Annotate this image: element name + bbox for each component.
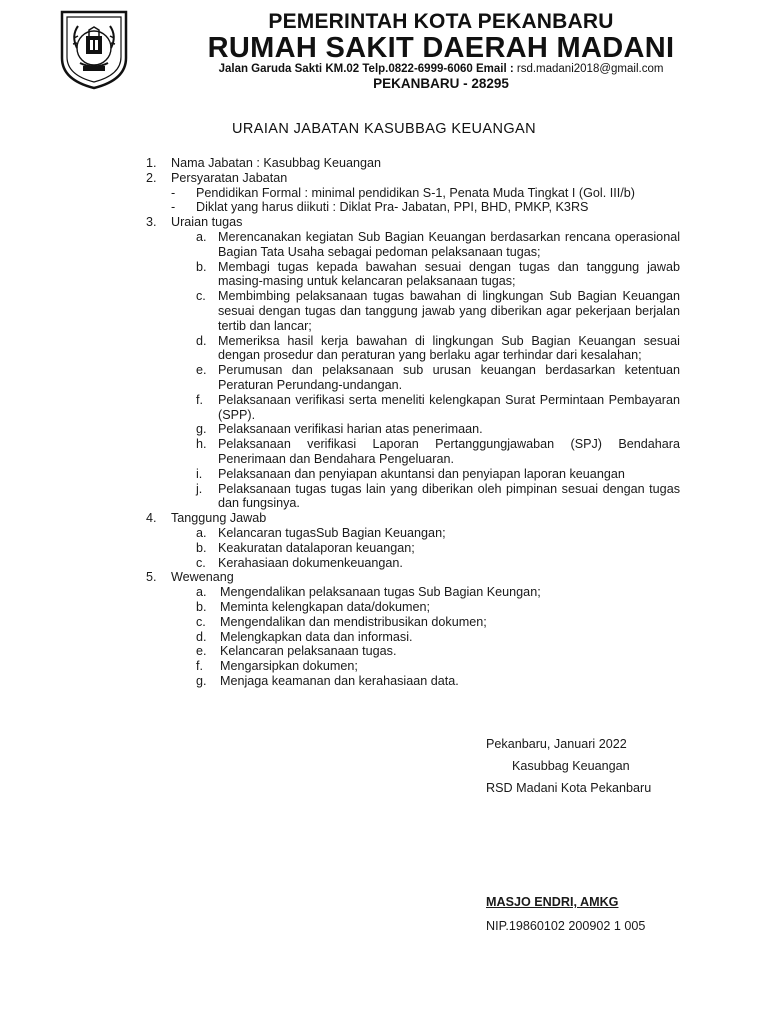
list-marker: g. <box>196 422 207 437</box>
list-item <box>146 556 680 571</box>
list-marker: f. <box>196 659 203 674</box>
list-item-text: Mengendalikan pelaksanaan tugas Sub Bagian Keungan; <box>220 585 541 600</box>
list-item-text: Pelaksanaan verifikasi Laporan Pertanggungjawaban (SPJ) Bendahara Penerimaan dan Bendahara Pengeluaran. <box>218 437 680 466</box>
list-item-text: Kelancaran tugasSub Bagian Keuangan; <box>218 525 446 540</box>
section-1 <box>146 156 680 171</box>
list-marker: i. <box>196 466 203 481</box>
list-item-text: Kelancaran pelaksanaan tugas. <box>220 644 397 659</box>
list-marker: e. <box>196 644 207 659</box>
list-marker: c. <box>196 555 206 570</box>
section-4 <box>146 511 680 526</box>
list-item <box>146 422 680 437</box>
list-marker: a. <box>196 229 207 244</box>
list-item <box>146 526 680 541</box>
list-item <box>146 482 680 512</box>
list-item-text: Melengkapkan data dan informasi. <box>220 629 413 644</box>
list-marker: - <box>171 200 176 215</box>
list-item <box>146 644 680 659</box>
signature-position: Kasubbag Keuangan <box>512 759 630 773</box>
list-item-text: Mengarsipkan dokumen; <box>220 659 358 674</box>
list-item-text: Menjaga keamanan dan kerahasiaan data. <box>220 673 459 688</box>
list-item-text: Merencanakan kegiatan Sub Bagian Keuangan berdasarkan rencana operasional Bagian Tata Usaha sebagai pedoman pelaksanaan tugas; <box>218 229 680 259</box>
list-item-text: Pendidikan Formal : minimal pendidikan S-1, Penata Muda Tingkat I (Gol. III/b) <box>196 185 635 200</box>
list-marker: f. <box>196 392 203 407</box>
list-item <box>146 467 680 482</box>
list-marker: d. <box>196 629 207 644</box>
list-item <box>146 334 680 364</box>
list-item-text: Pelaksanaan verifikasi serta meneliti kelengkapan Surat Permintaan Pembayaran (SPP). <box>218 392 680 422</box>
signature-place-date: Pekanbaru, Januari 2022 <box>486 737 627 751</box>
list-marker: b. <box>196 599 207 614</box>
list-marker: a. <box>196 525 207 540</box>
list-item-text: Kerahasiaan dokumenkeuangan. <box>218 555 403 570</box>
section-text: Persyaratan Jabatan <box>171 170 288 185</box>
address-text: Jalan Garuda Sakti KM.02 Telp.0822-6999-6060 Email : <box>218 63 517 75</box>
list-item <box>146 230 680 260</box>
section-5 <box>146 570 680 585</box>
list-item <box>146 437 680 467</box>
list-item <box>146 541 680 556</box>
list-item-text: Membagi tugas kepada bawahan sesuai dengan tugas dan tanggung jawab masing-masing untuk kelancaran pelaksanaan tugas; <box>218 259 680 289</box>
list-item-text: Perumusan dan pelaksanaan sub urusan keuangan berdasarkan ketentuan Peraturan Perundang-undangan. <box>218 363 680 392</box>
list-marker: e. <box>196 363 207 378</box>
email-text: rsd.madani2018@gmail.com <box>516 63 664 75</box>
list-item <box>146 585 680 600</box>
list-marker: c. <box>196 614 206 629</box>
letterhead-city: PEKANBARU - 28295 <box>373 76 509 91</box>
list-marker: b. <box>196 259 207 274</box>
list-item <box>146 260 680 290</box>
list-marker: j. <box>196 481 203 496</box>
section-number: 5. <box>146 570 157 585</box>
signature-name: MASJO ENDRI, AMKG <box>486 895 619 909</box>
list-marker: h. <box>196 437 207 452</box>
section-number: 3. <box>146 215 157 230</box>
list-marker: c. <box>196 289 206 304</box>
list-item-text: Diklat yang harus diikuti : Diklat Pra- Jabatan, PPI, BHD, PMKP, K3RS <box>196 200 589 215</box>
list-item <box>146 289 680 333</box>
section-2 <box>146 171 680 186</box>
list-item-text: Keakuratan datalaporan keuangan; <box>218 540 415 555</box>
list-item-text: Pelaksanaan dan penyiapan akuntansi dan penyiapan laporan keuangan <box>218 466 625 481</box>
list-marker: g. <box>196 673 207 688</box>
section-number: 2. <box>146 170 157 185</box>
letterhead-address <box>166 62 716 76</box>
document-body <box>146 156 680 689</box>
section-text: Tanggung Jawab <box>171 511 267 526</box>
list-item-text: Membimbing pelaksanaan tugas bawahan di lingkungan Sub Bagian Keuangan sesuai dengan tugas dan tanggung jawab yang diberikan agar pekerjaan berjalan tertib dan lancar; <box>218 289 680 333</box>
signature-institution: RSD Madani Kota Pekanbaru <box>486 781 652 795</box>
section-text: Nama Jabatan : Kasubbag Keuangan <box>171 156 382 170</box>
list-marker: a. <box>196 585 207 600</box>
list-item <box>146 630 680 645</box>
city-emblem-icon <box>56 8 132 90</box>
list-marker: b. <box>196 540 207 555</box>
section-3 <box>146 215 680 230</box>
list-item <box>146 363 680 393</box>
section-text: Wewenang <box>171 570 234 585</box>
document-title: URAIAN JABATAN KASUBBAG KEUANGAN <box>232 121 536 137</box>
list-item-text: Mengendalikan dan mendistribusikan dokumen; <box>220 614 487 629</box>
list-item-text: Pelaksanaan verifikasi harian atas penerimaan. <box>218 422 483 437</box>
section-number: 1. <box>146 156 157 170</box>
list-item <box>146 186 680 201</box>
letterhead-hospital-name: RUMAH SAKIT DAERAH MADANI <box>207 32 675 64</box>
letterhead-government: PEMERINTAH KOTA PEKANBARU <box>268 10 614 33</box>
list-item <box>146 600 680 615</box>
list-item <box>146 200 680 215</box>
section-number: 4. <box>146 511 157 526</box>
list-item <box>146 615 680 630</box>
signature-nip: NIP.19860102 200902 1 005 <box>486 919 646 933</box>
list-marker: d. <box>196 333 207 348</box>
letterhead <box>56 8 712 94</box>
list-item-text: Memeriksa hasil kerja bawahan di lingkungan Sub Bagian Keuangan sesuai dengan prosedur dan peraturan yang berlaku agar terhindar dari kesalahan; <box>218 333 680 363</box>
list-item <box>146 393 680 423</box>
list-marker: - <box>171 185 176 200</box>
list-item-text: Meminta kelengkapan data/dokumen; <box>220 599 431 614</box>
section-text: Uraian tugas <box>171 215 243 230</box>
list-item-text: Pelaksanaan tugas tugas lain yang diberikan oleh pimpinan sesuai dengan tugas dan fungsinya. <box>218 481 680 511</box>
list-item <box>146 659 680 674</box>
list-item <box>146 674 680 689</box>
